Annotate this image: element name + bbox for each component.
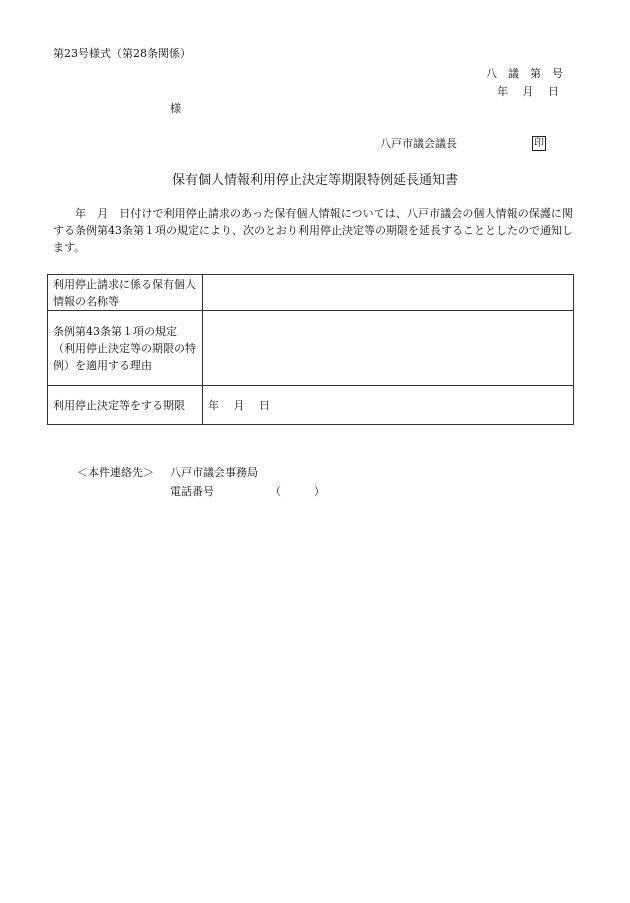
row-value-reason [203, 311, 574, 386]
phone-label: 電話番号 [170, 485, 214, 498]
contact-label: ＜本件連絡先＞ [77, 466, 154, 479]
row-label-reason: 条例第43条第１項の規定（利用停止決定等の期限の特例）を適用する理由 [48, 311, 203, 386]
notice-body: 年 月 日付けで利用停止請求のあった保有個人情報については、八戸市議会の個人情報の保護に関する条例第43条第１項の規定により、次のとおり利用停止決定等の期限を延長することとしたので通知します。 [53, 207, 573, 254]
table-row [48, 275, 574, 311]
phone-value: （ ） [270, 485, 325, 498]
row-label-info-name: 利用停止請求に係る保有個人情報の名称等 [48, 275, 203, 311]
table-row [48, 386, 574, 425]
document-title: 保有個人情報利用停止決定等期限特例延長通知書 [171, 173, 458, 188]
contact-office: 八戸市議会事務局 [170, 466, 258, 479]
seal-mark: 印 [534, 138, 544, 149]
row-value-deadline: 年 月 日 [203, 386, 574, 425]
document-number: 八 議 第 号 [486, 67, 563, 80]
info-table [47, 274, 574, 425]
addressee-honorific: 様 [170, 102, 181, 115]
row-value-info-name [203, 275, 574, 311]
document-date: 年 月 日 [497, 85, 559, 98]
sender-title: 八戸市議会議長 [380, 137, 457, 150]
table-row [48, 311, 574, 386]
row-label-deadline: 利用停止決定等をする期限 [48, 386, 203, 425]
form-number: 第23号様式（第28条関係） [53, 47, 191, 60]
